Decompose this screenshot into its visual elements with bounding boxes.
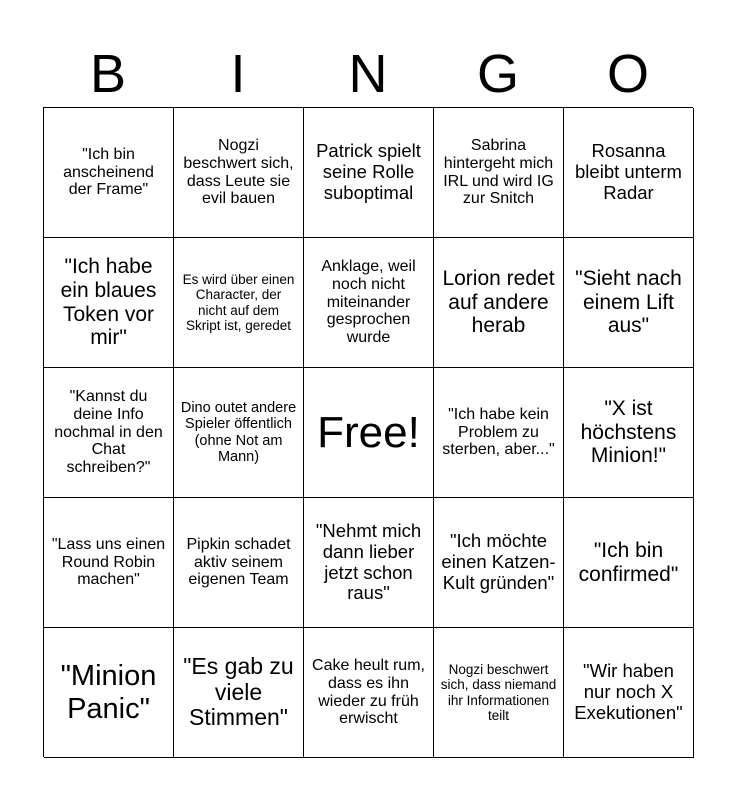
- bingo-cell[interactable]: [434, 628, 564, 758]
- cell-text: Nogzi beschwert sich, dass niemand ihr Informationen teilt: [440, 662, 557, 723]
- header-letter-b: B: [89, 44, 127, 104]
- cell-text: Patrick spielt seine Rolle suboptimal: [316, 140, 421, 203]
- cell-text: Nogzi beschwert sich, dass Leute sie evil bauen: [183, 136, 294, 208]
- bingo-cell[interactable]: [44, 628, 174, 758]
- cell-text: "Es gab zu viele Stimmen": [183, 652, 294, 731]
- bingo-cell[interactable]: [174, 628, 304, 758]
- bingo-cell[interactable]: [174, 238, 304, 368]
- bingo-cell[interactable]: [564, 628, 694, 758]
- header-letter-n: N: [348, 44, 388, 104]
- bingo-cell[interactable]: [434, 238, 564, 368]
- free-cell-text: Free!: [317, 407, 420, 457]
- bingo-cell[interactable]: [44, 108, 174, 238]
- bingo-grid: [43, 107, 693, 757]
- cell-text: "Kannst du deine Info nochmal in den Chat schreiben?": [54, 387, 163, 477]
- bingo-cell[interactable]: [564, 368, 694, 498]
- cell-text: "Ich habe ein blaues Token vor mir": [60, 255, 157, 350]
- cell-text: "Ich bin confirmed": [578, 538, 679, 586]
- cell-text: Rosanna bleibt unterm Radar: [575, 140, 682, 203]
- bingo-cell[interactable]: [564, 498, 694, 628]
- bingo-cell[interactable]: [304, 108, 434, 238]
- bingo-cell[interactable]: [434, 108, 564, 238]
- cell-text: "Nehmt mich dann lieber jetzt schon raus": [315, 520, 422, 604]
- cell-text: "Ich habe kein Problem zu sterben, aber...": [442, 405, 555, 459]
- cell-text: "X ist höchstens Minion!": [580, 397, 677, 468]
- cell-text: "Lass uns einen Round Robin machen": [51, 535, 166, 589]
- cell-text: Sabrina hintergeht mich IRL und wird IG zur Snitch: [443, 136, 554, 208]
- bingo-cell[interactable]: [434, 368, 564, 498]
- bingo-cell[interactable]: [304, 498, 434, 628]
- bingo-cell[interactable]: [174, 108, 304, 238]
- cell-text: "Wir haben nur noch X Exekutionen": [574, 660, 683, 723]
- bingo-cell[interactable]: [174, 368, 304, 498]
- bingo-cell[interactable]: [44, 498, 174, 628]
- bingo-cell[interactable]: [304, 238, 434, 368]
- bingo-cell[interactable]: [174, 498, 304, 628]
- bingo-cell[interactable]: [564, 108, 694, 238]
- cell-text: "Ich bin anscheinend der Frame": [63, 145, 154, 199]
- bingo-cell[interactable]: [304, 628, 434, 758]
- cell-text: "Minion Panic": [60, 660, 157, 725]
- cell-text: Es wird über einen Character, der nicht auf dem Skript ist, geredet: [182, 272, 295, 333]
- header-letter-o: O: [606, 44, 649, 104]
- header-letter-i: I: [230, 44, 246, 104]
- bingo-cell[interactable]: [434, 498, 564, 628]
- bingo-header: [43, 40, 693, 108]
- free-cell[interactable]: [304, 368, 434, 498]
- header-letter-g: G: [476, 44, 519, 104]
- cell-text: "Sieht nach einem Lift aus": [575, 267, 682, 338]
- cell-text: Lorion redet auf andere herab: [442, 267, 555, 338]
- bingo-cell[interactable]: [564, 238, 694, 368]
- cell-text: Cake heult rum, dass es ihn wieder zu früh erwischt: [312, 656, 425, 728]
- cell-text: "Ich möchte einen Katzen-Kult gründen": [441, 530, 556, 593]
- bingo-cell[interactable]: [44, 368, 174, 498]
- cell-text: Pipkin schadet aktiv seinem eigenen Team: [186, 535, 291, 589]
- cell-text: Anklage, weil noch nicht miteinander gesprochen wurde: [321, 257, 416, 347]
- bingo-cell[interactable]: [44, 238, 174, 368]
- cell-text: Dino outet andere Spieler öffentlich (ohne Not am Mann): [180, 400, 297, 465]
